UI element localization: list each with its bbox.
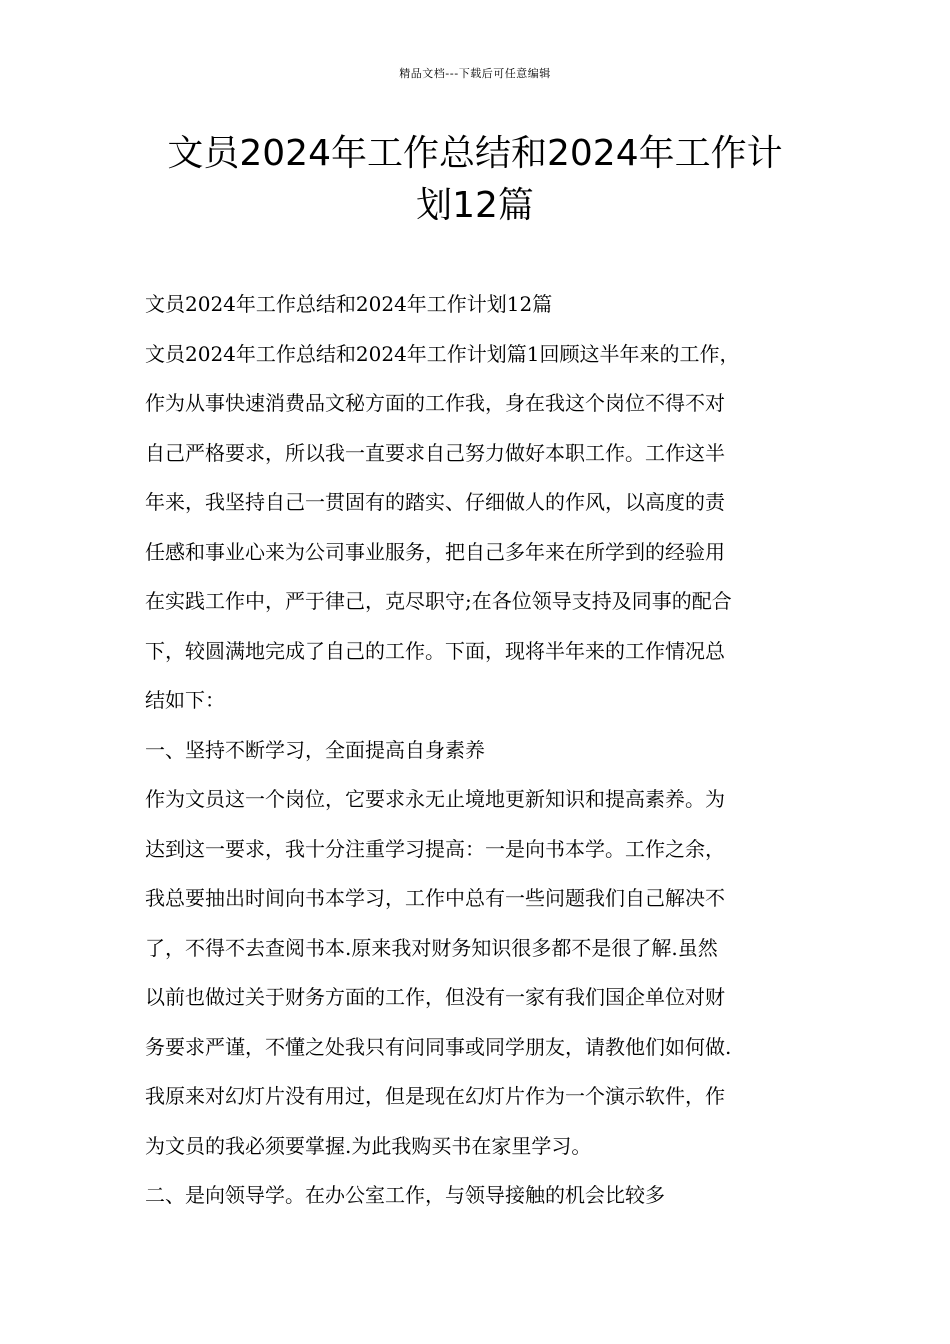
body-line: 任感和事业心来为公司事业服务，把自己多年来在所学到的经验用	[145, 539, 725, 564]
document-title	[100, 128, 850, 232]
body-line: 我总要抽出时间向书本学习，工作中总有一些问题我们自己解决不	[145, 886, 725, 910]
body-line: 达到这一要求，我十分注重学习提高：一是向书本学。工作之余，	[145, 836, 725, 861]
body-line: 作为文员这一个岗位，它要求永无止境地更新知识和提高素养。为	[145, 787, 725, 811]
body-line: 在实践工作中，严于律己，克尽职守;在各位领导支持及同事的配合	[145, 589, 732, 613]
body-line: 我原来对幻灯片没有用过，但是现在幻灯片作为一个演示软件，作	[145, 1084, 725, 1108]
body-line: 作为从事快速消费品文秘方面的工作我，身在我这个岗位不得不对	[145, 391, 725, 415]
body-line: 以前也做过关于财务方面的工作，但没有一家有我们国企单位对财	[145, 985, 725, 1009]
document-body	[145, 280, 810, 1221]
body-line: 结如下：	[145, 688, 225, 712]
body-line: 年来，我坚持自己一贯固有的踏实、仔细做人的作风，以高度的责	[145, 490, 725, 514]
body-line: 自己严格要求，所以我一直要求自己努力做好本职工作。工作这半	[145, 440, 725, 465]
title-line-2: 划12篇	[416, 185, 534, 226]
body-line: 文员2024年工作总结和2024年工作计划篇1回顾这半年来的工作，	[145, 341, 740, 366]
title-line-1: 文员2024年工作总结和2024年工作计	[167, 133, 783, 174]
header-note: 精品文档---下载后可任意编辑	[399, 67, 551, 80]
body-line: 文员2024年工作总结和2024年工作计划12篇	[145, 292, 553, 316]
body-line: 了，不得不去查阅书本.原来我对财务知识很多都不是很了解.虽然	[145, 935, 718, 960]
body-line: 务要求严谨，不懂之处我只有问同事或同学朋友，请教他们如何做.	[145, 1034, 732, 1059]
section-heading-1: 一、坚持不断学习，全面提高自身素养	[145, 737, 485, 762]
body-line: 为文员的我必须要掌握.为此我购买书在家里学习。	[145, 1133, 592, 1158]
section-heading-2: 二、是向领导学。在办公室工作，与领导接触的机会比较多	[145, 1183, 665, 1207]
body-line: 下，较圆满地完成了自己的工作。下面，现将半年来的工作情况总	[145, 638, 725, 663]
